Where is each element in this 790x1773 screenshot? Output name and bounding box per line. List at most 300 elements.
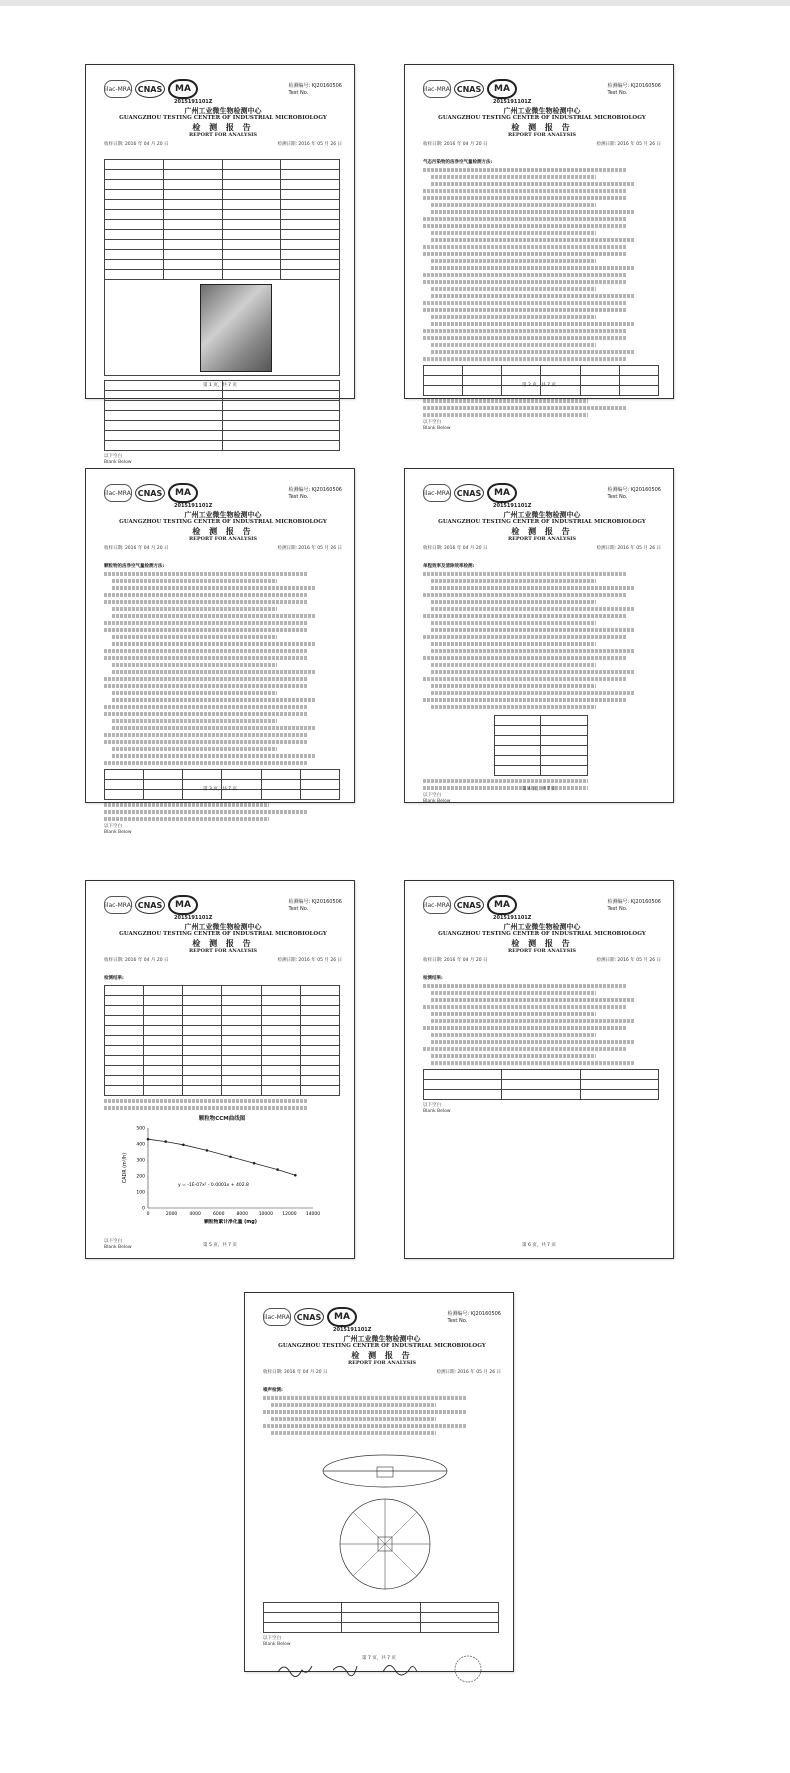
table-cell bbox=[105, 391, 223, 401]
blank-below-en: Blank Below bbox=[423, 799, 451, 804]
center-title-en: GUANGZHOU TESTING CENTER OF INDUSTRIAL MICROBIOLOGY bbox=[119, 931, 327, 937]
ilac-mra-logo: ilac-MRA bbox=[104, 80, 132, 98]
table-cell bbox=[105, 1056, 144, 1066]
table-cell bbox=[281, 220, 340, 230]
report-title-cn: 检 测 报 告 bbox=[511, 527, 573, 536]
table-cell bbox=[222, 170, 281, 180]
text-line bbox=[431, 1012, 596, 1016]
text-line bbox=[431, 691, 634, 695]
blank-below-cn: 以下空白 bbox=[423, 793, 441, 798]
table-cell bbox=[300, 1036, 339, 1046]
table-cell bbox=[144, 986, 183, 996]
logo-group bbox=[263, 1307, 357, 1327]
text-line bbox=[423, 1005, 626, 1009]
text-line bbox=[431, 586, 634, 590]
cert-number: 2015191101Z bbox=[174, 99, 213, 105]
test-number-label: 检测编号: KJ20160506 bbox=[447, 1311, 501, 1317]
y-tick-label: 300 bbox=[136, 1158, 145, 1164]
test-number-label: 检测编号: KJ20160506 bbox=[607, 899, 661, 905]
page-footer: 第 3 页，共 7 页 bbox=[203, 787, 237, 792]
data-point bbox=[294, 1174, 297, 1177]
text-line bbox=[423, 635, 626, 639]
sample-photo bbox=[200, 284, 272, 372]
center-title-en: GUANGZHOU TESTING CENTER OF INDUSTRIAL MICROBIOLOGY bbox=[278, 1343, 486, 1349]
table-row bbox=[105, 230, 340, 240]
text-line bbox=[431, 1054, 596, 1058]
table-row bbox=[105, 1016, 340, 1026]
table-cell bbox=[502, 1080, 580, 1090]
table-cell bbox=[494, 746, 541, 756]
table-cell bbox=[105, 1016, 144, 1026]
table-cell bbox=[222, 1006, 261, 1016]
text-line bbox=[112, 719, 277, 723]
page-footer: 第 7 页，共 7 页 bbox=[362, 1656, 396, 1661]
result-table bbox=[263, 1602, 499, 1633]
text-line bbox=[431, 684, 596, 688]
table-cell bbox=[163, 220, 222, 230]
table-cell bbox=[222, 270, 281, 280]
text-line bbox=[104, 600, 307, 604]
text-line bbox=[263, 1424, 466, 1428]
report-title-cn: 检 测 报 告 bbox=[192, 123, 254, 132]
table-cell bbox=[222, 431, 340, 441]
test-number-en: Test No. bbox=[607, 906, 628, 912]
table-cell bbox=[281, 250, 340, 260]
report-title-en: REPORT FOR ANALYSIS bbox=[507, 948, 577, 954]
text-line bbox=[431, 1033, 596, 1037]
table-cell bbox=[105, 160, 164, 170]
table-row bbox=[105, 170, 340, 180]
data-point bbox=[276, 1168, 279, 1171]
y-tick-label: 500 bbox=[136, 1126, 145, 1132]
text-line bbox=[271, 1417, 436, 1421]
text-line bbox=[431, 607, 634, 611]
table-cell bbox=[281, 240, 340, 250]
table-cell bbox=[494, 726, 541, 736]
table-cell bbox=[261, 1066, 300, 1076]
cnas-logo: CNAS bbox=[135, 484, 165, 502]
table-cell bbox=[261, 1086, 300, 1096]
text-line bbox=[112, 607, 277, 611]
table-cell bbox=[261, 1036, 300, 1046]
table-cell bbox=[144, 996, 183, 1006]
table-cell bbox=[342, 1623, 420, 1633]
y-tick-label: 100 bbox=[136, 1190, 145, 1196]
table-cell bbox=[281, 160, 340, 170]
cert-number: 2015191101Z bbox=[174, 503, 213, 509]
text-line bbox=[112, 691, 277, 695]
table-cell bbox=[261, 770, 300, 780]
table-cell bbox=[183, 1076, 222, 1086]
signature-issuer bbox=[383, 1665, 417, 1675]
table-cell bbox=[264, 1623, 342, 1633]
table-cell bbox=[222, 996, 261, 1006]
text-line bbox=[423, 614, 626, 618]
table-cell bbox=[300, 986, 339, 996]
blank-below bbox=[423, 793, 659, 805]
received-date: 收样日期: 2016 年 04 月 20 日 bbox=[263, 1370, 328, 1375]
text-line bbox=[431, 315, 596, 319]
cert-number: 2015191101Z bbox=[174, 915, 213, 921]
table-cell bbox=[281, 230, 340, 240]
table-cell bbox=[163, 210, 222, 220]
table-row bbox=[105, 1046, 340, 1056]
center-title-en: GUANGZHOU TESTING CENTER OF INDUSTRIAL MICROBIOLOGY bbox=[438, 519, 646, 525]
section-title: 检测结果: bbox=[423, 976, 443, 981]
logo-group bbox=[104, 895, 198, 915]
text-line bbox=[104, 656, 307, 660]
page-footer: 第 1 页，共 7 页 bbox=[203, 383, 237, 388]
text-line bbox=[423, 273, 626, 277]
center-title-cn: 广州工业微生物检测中心 bbox=[184, 923, 262, 931]
x-axis-label: 颗粒物累计净化量 (mg) bbox=[204, 1220, 257, 1225]
text-line bbox=[431, 266, 634, 270]
blank-below-cn: 以下空白 bbox=[263, 1636, 281, 1641]
table-cell bbox=[300, 1076, 339, 1086]
table-cell bbox=[222, 770, 261, 780]
table-row bbox=[105, 996, 340, 1006]
cnas-logo: CNAS bbox=[454, 80, 484, 98]
ilac-mra-logo: ilac-MRA bbox=[423, 80, 451, 98]
cma-logo: MA bbox=[168, 483, 198, 503]
table-cell bbox=[264, 1603, 342, 1613]
page-body bbox=[423, 559, 659, 805]
test-number-en: Test No. bbox=[288, 494, 309, 500]
received-date: 收样日期: 2016 年 04 月 20 日 bbox=[423, 958, 488, 963]
cma-logo: MA bbox=[487, 79, 517, 99]
date-row bbox=[423, 141, 661, 147]
table-row bbox=[105, 180, 340, 190]
table-row bbox=[494, 756, 587, 766]
table-cell bbox=[463, 366, 502, 376]
text-line bbox=[423, 593, 626, 597]
table-cell bbox=[144, 1086, 183, 1096]
blank-below bbox=[263, 1636, 499, 1648]
table-row bbox=[494, 736, 587, 746]
report-title-en: REPORT FOR ANALYSIS bbox=[188, 948, 258, 954]
text-line bbox=[431, 663, 596, 667]
table-row bbox=[424, 1070, 659, 1080]
table-cell bbox=[105, 180, 164, 190]
table-row bbox=[105, 411, 340, 421]
test-number bbox=[289, 899, 342, 913]
test-number-label: 检测编号: KJ20160506 bbox=[288, 487, 342, 493]
cma-logo: MA bbox=[168, 895, 198, 915]
blank-below bbox=[104, 824, 340, 836]
text-line bbox=[431, 628, 634, 632]
table-cell bbox=[183, 986, 222, 996]
report-page-6 bbox=[404, 880, 674, 1259]
page-footer: 第 4 页，共 7 页 bbox=[522, 787, 556, 792]
logo-group bbox=[104, 79, 198, 99]
text-line bbox=[431, 670, 634, 674]
table-cell bbox=[222, 1016, 261, 1026]
table-cell bbox=[420, 1603, 498, 1613]
table-cell bbox=[222, 220, 281, 230]
text-line bbox=[423, 252, 626, 256]
text-line bbox=[431, 998, 634, 1002]
table-cell bbox=[580, 1090, 658, 1100]
section-title: 气态污染物的洁净空气量检测方法: bbox=[423, 160, 493, 165]
table-row bbox=[105, 401, 340, 411]
logo-group bbox=[423, 895, 517, 915]
ilac-mra-logo: ilac-MRA bbox=[104, 484, 132, 502]
blank-below-en: Blank Below bbox=[423, 1109, 451, 1114]
table-cell bbox=[105, 770, 144, 780]
cert-number: 2015191101Z bbox=[493, 503, 532, 509]
table-cell bbox=[281, 180, 340, 190]
blank-below-cn: 以下空白 bbox=[104, 824, 122, 829]
cma-logo: MA bbox=[168, 79, 198, 99]
table-cell bbox=[105, 996, 144, 1006]
section-title: 颗粒物的洁净空气量检测方法: bbox=[104, 564, 165, 569]
text-line bbox=[423, 677, 626, 681]
table-cell bbox=[281, 270, 340, 280]
table-cell bbox=[281, 210, 340, 220]
text-line bbox=[431, 203, 596, 207]
x-tick-label: 12000 bbox=[282, 1212, 297, 1217]
table-row bbox=[105, 190, 340, 200]
text-line bbox=[112, 670, 315, 674]
table-cell bbox=[342, 1603, 420, 1613]
table-row bbox=[105, 160, 340, 170]
table-cell bbox=[222, 1046, 261, 1056]
table-cell bbox=[580, 1070, 658, 1080]
text-line bbox=[104, 740, 307, 744]
y-tick-label: 200 bbox=[136, 1174, 145, 1180]
table-cell bbox=[222, 401, 340, 411]
test-number-en: Test No. bbox=[607, 494, 628, 500]
table-cell bbox=[300, 1086, 339, 1096]
text-line bbox=[423, 280, 626, 284]
cnas-logo: CNAS bbox=[135, 80, 165, 98]
table-cell bbox=[222, 260, 281, 270]
page-body bbox=[104, 971, 340, 1251]
cert-number: 2015191101Z bbox=[333, 1327, 372, 1333]
table-cell bbox=[300, 1066, 339, 1076]
received-date: 收样日期: 2016 年 04 月 20 日 bbox=[104, 958, 169, 963]
table-cell bbox=[105, 401, 223, 411]
text-line bbox=[423, 399, 588, 403]
table-cell bbox=[163, 230, 222, 240]
ilac-mra-logo: ilac-MRA bbox=[104, 896, 132, 914]
table-cell bbox=[105, 190, 164, 200]
text-line bbox=[431, 210, 634, 214]
table-cell bbox=[163, 270, 222, 280]
report-page-1 bbox=[85, 64, 355, 465]
table-cell bbox=[281, 190, 340, 200]
table-row bbox=[105, 210, 340, 220]
report-header bbox=[423, 79, 661, 138]
report-title-cn: 检 测 报 告 bbox=[192, 527, 254, 536]
table-row bbox=[264, 1603, 499, 1613]
text-line bbox=[423, 308, 626, 312]
table-cell bbox=[420, 1623, 498, 1633]
received-date: 收样日期: 2016 年 04 月 20 日 bbox=[423, 142, 488, 147]
text-line bbox=[423, 656, 626, 660]
section-title: 噪声检测: bbox=[263, 1388, 283, 1393]
table-cell bbox=[222, 1026, 261, 1036]
x-tick-label: 10000 bbox=[258, 1212, 274, 1217]
table-cell bbox=[261, 1016, 300, 1026]
table-cell bbox=[494, 716, 541, 726]
table-cell bbox=[580, 366, 619, 376]
report-page-4 bbox=[404, 468, 674, 803]
report-header bbox=[423, 895, 661, 954]
blank-below-en: Blank Below bbox=[423, 426, 451, 431]
table-cell bbox=[494, 766, 541, 776]
ccm-chart-title: 颗粒物CCM曲线图 bbox=[198, 1116, 246, 1122]
table-cell bbox=[222, 421, 340, 431]
table-cell bbox=[494, 736, 541, 746]
x-tick-label: 8000 bbox=[236, 1212, 249, 1217]
report-title-en: REPORT FOR ANALYSIS bbox=[347, 1360, 417, 1366]
table-cell bbox=[222, 1076, 261, 1086]
text-line bbox=[112, 726, 315, 730]
test-number bbox=[608, 899, 661, 913]
table-row bbox=[264, 1613, 499, 1623]
table-row bbox=[105, 1026, 340, 1036]
report-title-en: REPORT FOR ANALYSIS bbox=[507, 132, 577, 138]
table-cell bbox=[105, 1036, 144, 1046]
date-row bbox=[104, 545, 342, 551]
center-title-cn: 广州工业微生物检测中心 bbox=[503, 107, 581, 115]
table-cell bbox=[222, 240, 281, 250]
analyzed-date: 检测日期: 2016 年 05 月 26 日 bbox=[277, 958, 342, 963]
table-cell bbox=[264, 1613, 342, 1623]
blank-below bbox=[423, 420, 659, 432]
test-number-en: Test No. bbox=[607, 90, 628, 96]
received-date: 收样日期: 2016 年 04 月 20 日 bbox=[104, 546, 169, 551]
page-footer: 第 6 页，共 7 页 bbox=[522, 1243, 556, 1248]
report-title-cn: 检 测 报 告 bbox=[351, 1351, 413, 1360]
center-title-cn: 广州工业微生物检测中心 bbox=[343, 1335, 421, 1343]
table-row bbox=[494, 726, 587, 736]
table-cell bbox=[163, 170, 222, 180]
table-row bbox=[105, 220, 340, 230]
text-line bbox=[431, 259, 596, 263]
table-row bbox=[105, 1076, 340, 1086]
report-header bbox=[104, 483, 342, 542]
result-table bbox=[104, 985, 340, 1096]
analyzed-date: 检测日期: 2016 年 05 月 26 日 bbox=[596, 546, 661, 551]
table-row bbox=[105, 431, 340, 441]
text-line bbox=[112, 614, 315, 618]
table-cell bbox=[105, 240, 164, 250]
table-cell bbox=[183, 1046, 222, 1056]
table-cell bbox=[183, 1006, 222, 1016]
table-cell bbox=[541, 736, 588, 746]
table-cell bbox=[105, 200, 164, 210]
table-cell bbox=[420, 1613, 498, 1623]
report-page-2 bbox=[404, 64, 674, 431]
table-cell bbox=[261, 986, 300, 996]
text-line bbox=[423, 413, 588, 417]
text-line bbox=[104, 817, 269, 821]
table-cell bbox=[144, 1076, 183, 1086]
table-cell bbox=[183, 996, 222, 1006]
table-cell bbox=[163, 240, 222, 250]
signature-approver bbox=[278, 1666, 312, 1677]
table-cell bbox=[163, 260, 222, 270]
y-tick-label: 400 bbox=[136, 1142, 145, 1148]
table-row bbox=[424, 1090, 659, 1100]
cnas-logo: CNAS bbox=[454, 484, 484, 502]
text-line bbox=[431, 238, 634, 242]
cma-logo: MA bbox=[487, 483, 517, 503]
received-date: 收样日期: 2016 年 04 月 20 日 bbox=[104, 142, 169, 147]
table-cell bbox=[261, 1046, 300, 1056]
table-cell bbox=[222, 391, 340, 401]
table-cell bbox=[222, 1056, 261, 1066]
table-row bbox=[105, 1056, 340, 1066]
table-cell bbox=[222, 986, 261, 996]
report-title-cn: 检 测 报 告 bbox=[511, 123, 573, 132]
sample-picture-cell bbox=[104, 280, 340, 376]
text-line bbox=[104, 761, 307, 765]
cert-number: 2015191101Z bbox=[493, 915, 532, 921]
table-cell bbox=[163, 190, 222, 200]
report-page-3 bbox=[85, 468, 355, 835]
table-cell bbox=[300, 1026, 339, 1036]
x-tick-label: 2000 bbox=[165, 1212, 178, 1217]
table-cell bbox=[502, 1090, 580, 1100]
table-row bbox=[105, 240, 340, 250]
blank-below-en: Blank Below bbox=[104, 1245, 132, 1250]
table-cell bbox=[502, 1070, 580, 1080]
table-cell bbox=[105, 230, 164, 240]
report-title-en: REPORT FOR ANALYSIS bbox=[507, 536, 577, 542]
analyzed-date: 检测日期: 2016 年 05 月 26 日 bbox=[277, 546, 342, 551]
blank-below-en: Blank Below bbox=[104, 460, 132, 465]
text-line bbox=[104, 1106, 307, 1110]
report-page-5 bbox=[85, 880, 355, 1259]
test-number bbox=[289, 83, 342, 97]
page-footer: 第 5 页，共 7 页 bbox=[203, 1243, 237, 1248]
test-number-en: Test No. bbox=[447, 1318, 468, 1324]
y-axis-label: CADR (m³/h) bbox=[123, 1152, 128, 1184]
device-box bbox=[377, 1467, 393, 1477]
report-title-en: REPORT FOR ANALYSIS bbox=[188, 132, 258, 138]
page-body bbox=[423, 155, 659, 432]
result-table bbox=[104, 380, 340, 451]
text-line bbox=[423, 301, 626, 305]
center-title-en: GUANGZHOU TESTING CENTER OF INDUSTRIAL MICROBIOLOGY bbox=[119, 519, 327, 525]
table-cell bbox=[222, 411, 340, 421]
text-line bbox=[423, 779, 588, 783]
text-line bbox=[431, 1019, 634, 1023]
report-title-en: REPORT FOR ANALYSIS bbox=[188, 536, 258, 542]
page-body bbox=[423, 971, 659, 1115]
table-cell bbox=[222, 1036, 261, 1046]
table-cell bbox=[105, 170, 164, 180]
table-cell bbox=[105, 1076, 144, 1086]
table-cell bbox=[105, 250, 164, 260]
table-cell bbox=[105, 1026, 144, 1036]
table-cell bbox=[163, 160, 222, 170]
table-cell bbox=[105, 1046, 144, 1056]
table-row bbox=[105, 270, 340, 280]
table-cell bbox=[619, 366, 658, 376]
table-row bbox=[105, 391, 340, 401]
table-cell bbox=[105, 431, 223, 441]
text-line bbox=[112, 635, 277, 639]
text-line bbox=[431, 705, 596, 709]
text-line bbox=[423, 189, 626, 193]
report-page-7 bbox=[244, 1292, 514, 1672]
report-header bbox=[263, 1307, 501, 1366]
y-tick-label: 0 bbox=[142, 1206, 145, 1212]
